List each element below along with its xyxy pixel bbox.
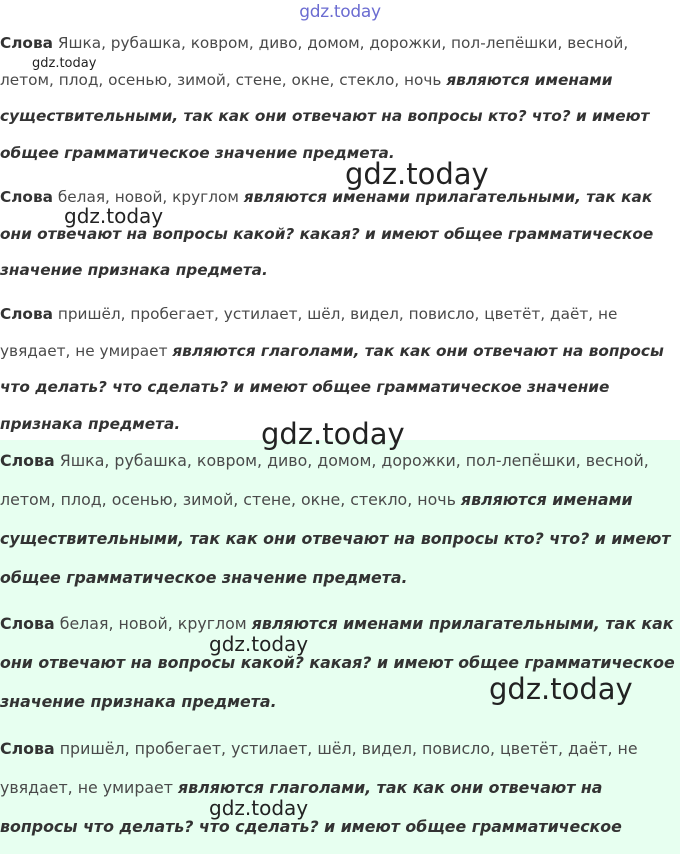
word-list: пришёл, пробегает, устилает, шёл, видел, повисло, цветёт, даёт, не увядает, не умирает (0, 305, 618, 360)
grammar-explanation: являются глаголами, так как они отвечают на вопросы что делать? что сделать? и имеют общее грамматическое значение признака предмета. (0, 341, 664, 433)
paragraph-label: Слова (0, 739, 55, 758)
watermark: gdz.today (261, 417, 405, 451)
paragraph-label: Слова (0, 614, 55, 633)
word-list: Яшка, рубашка, ковром, диво, домом, дорожки, пол-лепёшки, весной, летом, плод, осенью, зимой, стене, окне, стекло, ночь (0, 451, 649, 509)
paragraph-nouns (0, 441, 676, 597)
word-list: белая, новой, круглом (57, 188, 239, 206)
watermark: gdz.today (209, 796, 309, 820)
paragraph-label: Слова (0, 188, 53, 206)
watermark: gdz.today (32, 56, 97, 71)
word-list: Яшка, рубашка, ковром, диво, домом, дорожки, пол-лепёшки, весной, летом, плод, осенью, зимой, стене, окне, стекло, ночь (0, 34, 629, 89)
paragraph-label: Слова (0, 451, 55, 470)
paragraph-label: Слова (0, 34, 53, 52)
grammar-explanation: являются глаголами, так как они отвечают на вопросы что делать? что сделать? и имеют общее грамматическое (0, 778, 622, 836)
answer-block-2 (0, 440, 680, 854)
watermark: gdz.today (345, 157, 489, 191)
grammar-explanation: являются именами существительными, так как они отвечают на вопросы кто? что? и имеют общее грамматическое значение предмета. (0, 70, 650, 162)
paragraph-nouns (0, 25, 676, 171)
grammar-explanation: являются именами существительными, так как они отвечают на вопросы кто? что? и имеют общее грамматическое значение предмета. (0, 490, 671, 587)
watermark: gdz.today (64, 204, 164, 228)
watermark: gdz.today (489, 672, 633, 706)
watermark: gdz.today (209, 632, 309, 656)
grammar-explanation: являются именами прилагательными, так как они отвечают на вопросы какой? какая? и имеют общее грамматическое значение признака предмета. (0, 614, 675, 711)
paragraph-verbs (0, 729, 676, 846)
paragraph-label: Слова (0, 305, 53, 323)
site-logo[interactable]: gdz.today (299, 2, 381, 22)
word-list: пришёл, пробегает, устилает, шёл, видел, повисло, цветёт, даёт, не увядает, не умирает (0, 739, 638, 797)
grammar-explanation: являются именами прилагательными, так как они отвечают на вопросы какой? какая? и имеют общее грамматическое значение признака предмета. (0, 188, 654, 279)
word-list: белая, новой, круглом (59, 614, 247, 633)
paragraph-adjectives (0, 179, 676, 289)
